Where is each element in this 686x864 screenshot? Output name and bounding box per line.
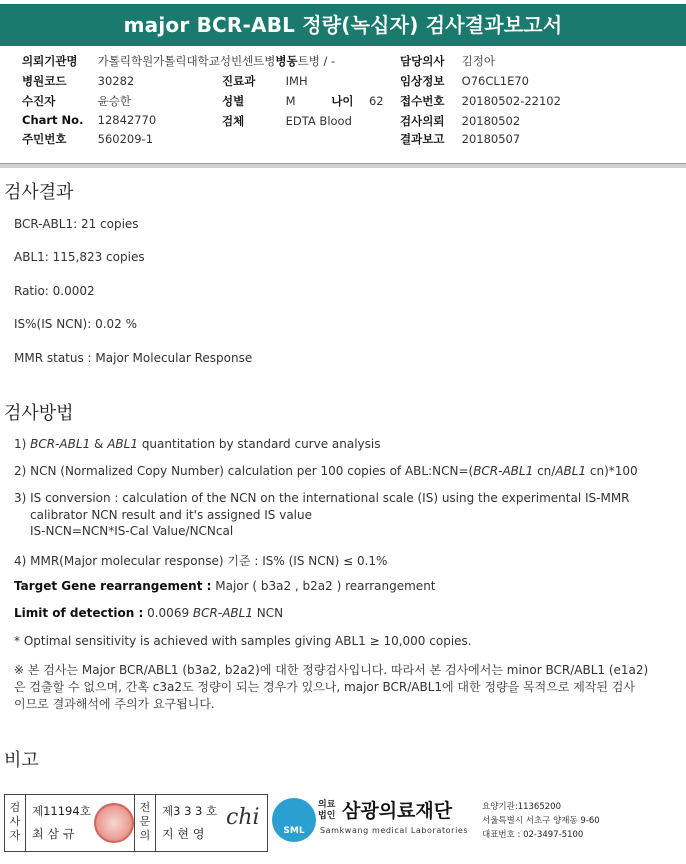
- specialist-label-char: 문: [139, 815, 151, 828]
- sml-logo-text: SML: [283, 826, 305, 836]
- result-abl1: ABL1: 115,823 copies: [14, 250, 145, 264]
- method-3-line1: 3) IS conversion : calculation of the NCN on the international scale (IS) using the experimental IS-MMR: [14, 491, 630, 505]
- receipt-label: 접수번호: [400, 94, 445, 108]
- examiner-label-char: 자: [9, 829, 21, 842]
- result-mmr: MMR status : Major Molecular Response: [14, 351, 253, 365]
- methods-heading: 검사방법: [4, 403, 74, 424]
- method-2-b: cn/: [537, 464, 556, 478]
- header-divider: [0, 163, 686, 168]
- doctor-label: 담당의사: [400, 54, 445, 68]
- optimal-sensitivity: * Optimal sensitivity is achieved with samples giving ABL1 ≥ 10,000 copies.: [14, 634, 472, 648]
- sex-value: M: [285, 94, 296, 108]
- clinical-info-label: 임상정보: [400, 74, 445, 88]
- method-2-gene1: BCR-ABL1: [473, 464, 534, 478]
- lod-value: 0.0069: [147, 606, 190, 620]
- method-1-rest: quantitation by standard curve analysis: [141, 437, 381, 451]
- examiner-seal-stamp: [94, 803, 134, 843]
- org-prefix-bottom: 법인: [318, 811, 336, 821]
- rrn-value: 560209-1: [97, 132, 154, 146]
- specimen-value: EDTA Blood: [285, 114, 352, 128]
- hospital-code-label: 병원코드: [22, 74, 67, 88]
- footer: [0, 794, 686, 854]
- age-label: 나이: [331, 94, 354, 108]
- result-ratio: Ratio: 0.0002: [14, 284, 95, 298]
- specialist-label-char: 전: [139, 801, 151, 814]
- note-line-3: 이므로 결과해석에 주의가 요구됩니다.: [14, 697, 215, 711]
- note-line-1: ※ 본 검사는 Major BCR/ABL1 (b3a2, b2a2)에 대한 정량검사입니다. 따라서 본 검사에서는 minor BCR/ABL1 (e1a2): [14, 663, 649, 677]
- examiner-name: 최 삼 규: [32, 827, 75, 841]
- lab-phone: 대표번호 : 02-3497-5100: [482, 830, 584, 840]
- specialist-name: 지 현 영: [162, 827, 205, 841]
- specialist-label-char: 의: [139, 829, 151, 842]
- request-value: 20180502: [461, 114, 521, 128]
- report-title: major BCR-ABL 정량(녹십자) 검사결과보고서: [0, 4, 686, 46]
- results-heading: 검사결과: [4, 182, 74, 203]
- receipt-value: 20180502-22102: [461, 94, 561, 108]
- doctor-value: 김정아: [461, 54, 495, 68]
- lab-address: 서울특별시 서초구 양재동 9-60: [482, 816, 600, 826]
- method-2-gene2: ABL1: [555, 464, 587, 478]
- sex-label: 성별: [222, 94, 245, 108]
- signature-box: [4, 794, 268, 852]
- chart-value: 12842770: [97, 113, 157, 127]
- clinical-info-value: O76CL1E70: [461, 74, 529, 88]
- target-gene-value: Major ( b3a2 , b2a2 ) rearrangement: [215, 579, 436, 593]
- chart-label: Chart No.: [22, 113, 84, 127]
- method-1-amp: &: [94, 437, 104, 451]
- limit-of-detection: [14, 606, 283, 620]
- institution-value: 가톨릭학원가톨릭대학교성빈센트병: [97, 54, 276, 68]
- request-label: 검사의뢰: [400, 114, 445, 128]
- report-date-value: 20180507: [461, 132, 521, 146]
- ward-label: 병동: [275, 54, 298, 68]
- method-1: [14, 437, 381, 451]
- result-is-ncn: IS%(IS NCN): 0.02 %: [14, 317, 138, 331]
- target-gene: [14, 579, 436, 593]
- specialist-cell: [156, 795, 266, 851]
- remarks-heading: 비고: [4, 750, 39, 771]
- target-gene-label: Target Gene rearrangement :: [14, 579, 212, 593]
- org-prefix-top: 의료: [318, 800, 336, 810]
- method-1-gene2: ABL1: [107, 437, 138, 451]
- sml-logo-icon: [272, 798, 316, 842]
- examiner-label-char: 검: [9, 801, 21, 814]
- signature-image: chi: [226, 805, 260, 830]
- method-3-line2: calibrator NCN result and it's assigned IS value: [30, 508, 312, 522]
- report-date-label: 결과보고: [400, 132, 445, 146]
- method-2: [14, 464, 638, 478]
- examiner-number: 제11194호: [32, 804, 91, 818]
- method-1-gene1: BCR-ABL1: [30, 437, 91, 451]
- dept-value: IMH: [285, 74, 308, 88]
- specialist-number: 제3 3 3 호: [162, 804, 218, 818]
- org-english-name: Samkwang medical Laboratories: [320, 826, 469, 835]
- age-value: 62: [368, 94, 384, 108]
- rrn-label: 주민번호: [22, 132, 67, 146]
- specimen-person-value: 윤승한: [97, 94, 131, 108]
- specimen-person-label: 수진자: [22, 94, 56, 108]
- specialist-label: [135, 795, 156, 851]
- method-2-c: cn)*100: [589, 464, 638, 478]
- org-name: 삼광의료재단: [342, 800, 453, 822]
- hospital-code-value: 30282: [97, 74, 135, 88]
- dept-label: 진료과: [222, 74, 256, 88]
- examiner-cell: [26, 795, 135, 851]
- method-2-a: 2) NCN (Normalized Copy Number) calculation per 100 copies of ABL:NCN=(: [14, 464, 474, 478]
- specimen-label: 검체: [222, 114, 245, 128]
- examiner-label-char: 사: [9, 815, 21, 828]
- method-3-line3: IS-NCN=NCN*IS-Cal Value/NCNcal: [30, 524, 234, 538]
- org-prefix: [318, 800, 335, 822]
- lab-logo-area: [272, 794, 684, 850]
- examiner-label: [5, 795, 26, 851]
- note-line-2: 은 검출할 수 없으며, 간혹 c3a2도 정량이 되는 경우가 있으나, major BCR/ABL1에 대한 정량을 목적으로 제작된 검사: [14, 680, 635, 694]
- care-code: 요양기관:11365200: [482, 802, 561, 812]
- lod-unit: NCN: [256, 606, 284, 620]
- lod-label: Limit of detection :: [14, 606, 144, 620]
- institution-label: 의뢰기관명: [22, 54, 78, 68]
- lod-gene: BCR-ABL1: [192, 606, 253, 620]
- method-4: 4) MMR(Major molecular response) 기준 : IS% (IS NCN) ≤ 0.1%: [14, 554, 388, 568]
- ward-value: 트병 / -: [297, 54, 336, 68]
- method-1-prefix: 1): [14, 437, 27, 451]
- result-bcr-abl1: BCR-ABL1: 21 copies: [14, 217, 139, 231]
